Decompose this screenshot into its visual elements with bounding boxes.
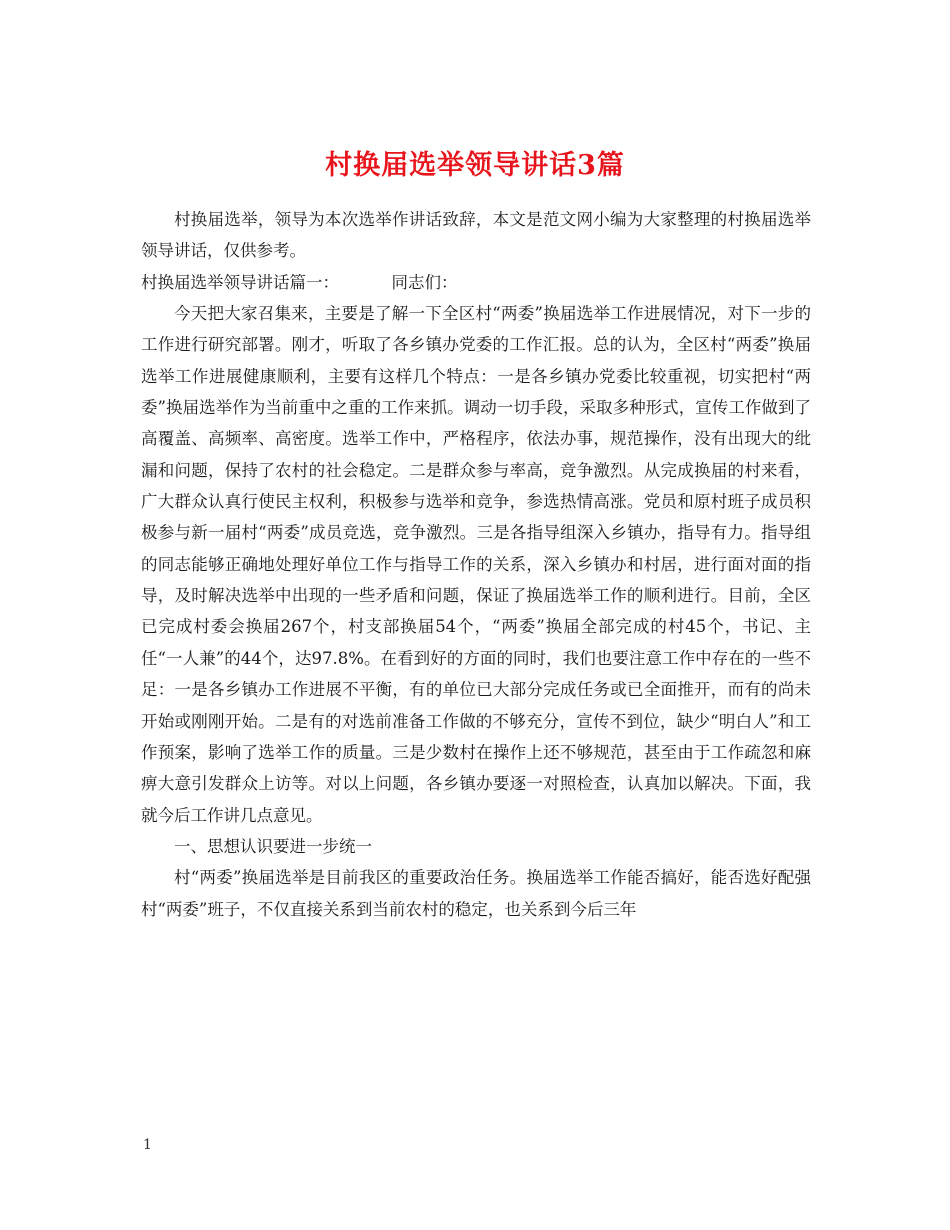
intro-paragraph: 村换届选举，领导为本次选举作讲话致辞，本文是范文网小编为大家整理的村换届选举领导讲话，仅供参考。 [141, 210, 811, 261]
body-paragraph-1: 今天把大家召集来，主要是了解一下全区村“两委”换届选举工作进展情况，对下一步的工作进行研究部署。刚才，听取了各乡镇办党委的工作汇报。总的认为，全区村“两委”换届选举工作进展健康顺利，主要有这样几个特点：一是各乡镇办党委比较重视，切实把村“两委”换届选举作为当前重中之重的工作来抓。调动一切手段，采取多种形式，宣传工作做到了高覆盖、高频率、高密度。选举工作中，严格程序，依法办事，规范操作，没有出现大的纰漏和问题，保持了农村的社会稳定。二是群众参与率高，竞争激烈。从完成换届的村来看，广大群众认真行使民主权利，积极参与选举和竞争，参选热情高涨。党员和原村班子成员积极参与新一届村“两委”成员竞选，竞争激烈。三是各指导组深入乡镇办，指导有力。指导组的同志能够正确地处理好单位工作与指导工作的关系，深入乡镇办和村居，进行面对面的指导，及时解决选举中出现的一些矛盾和问题，保证了换届选举工作的顺利进行。目前，全区已完成村委会换届267个，村支部换届54个，“两委”换届全部完成的村45个，书记、主任“一人兼”的44个，达97.8%。在看到好的方面的同时，我们也要注意工作中存在的一些不足：一是各乡镇办工作进展不平衡，有的单位已大部分完成任务或已全面推开，而有的尚未开始或刚刚开始。二是有的对选前准备工作做的不够充分，宣传不到位，缺少“明白人”和工作预案，影响了选举工作的质量。三是少数村在操作上还不够规范，甚至由于工作疏忽和麻痹大意引发群众上访等。对以上问题，各乡镇办要逐一对照检查，认真加以解决。下面，我就今后工作讲几点意见。 [141, 304, 811, 825]
document-body [141, 204, 811, 925]
salutation: 同志们： [391, 272, 458, 292]
page-number: 1 [143, 1137, 152, 1153]
subheading-1: 一、思想认识要进一步统一 [174, 836, 372, 856]
document-title: 村换届选举领导讲话3篇 [325, 150, 625, 182]
section-heading-line [141, 267, 811, 298]
section-heading: 村换届选举领导讲话篇一： [141, 272, 339, 292]
body-paragraph-2: 村“两委”换届选举是目前我区的重要政治任务。换届选举工作能否搞好，能否选好配强村“两委”班子，不仅直接关系到当前农村的稳定，也关系到今后三年 [141, 868, 811, 919]
